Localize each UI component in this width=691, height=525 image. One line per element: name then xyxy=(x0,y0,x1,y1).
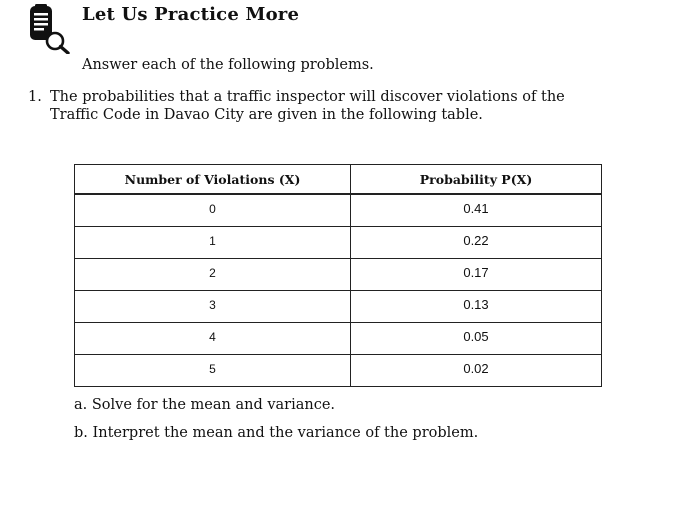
probability-cell: 0.13 xyxy=(351,291,602,323)
violations-cell: 3 xyxy=(75,291,351,323)
problem-1 xyxy=(28,88,668,124)
table-header-row xyxy=(75,165,602,195)
violations-cell: 0 xyxy=(75,194,351,227)
probability-table xyxy=(74,164,602,387)
question-a: a. Solve for the mean and variance. xyxy=(74,397,336,413)
problem-number: 1. xyxy=(28,89,42,105)
problem-text-line-2: Traffic Code in Davao City are given in the following table. xyxy=(50,107,483,123)
table-row xyxy=(75,259,602,291)
question-b: b. Interpret the mean and the variance of the problem. xyxy=(74,425,479,441)
table-row xyxy=(75,291,602,323)
probability-cell: 0.17 xyxy=(351,259,602,291)
violations-cell: 1 xyxy=(75,227,351,259)
table-row xyxy=(75,227,602,259)
header-violations: Number of Violations (X) xyxy=(75,165,351,195)
problem-text-line-1: The probabilities that a traffic inspector will discover violations of the xyxy=(50,89,565,105)
probability-cell: 0.05 xyxy=(351,323,602,355)
violations-cell: 5 xyxy=(75,355,351,387)
violations-cell: 4 xyxy=(75,323,351,355)
probability-cell: 0.02 xyxy=(351,355,602,387)
notebook-magnifier-icon xyxy=(28,4,72,54)
section-title: Let Us Practice More xyxy=(82,4,300,25)
violations-cell: 2 xyxy=(75,259,351,291)
probability-cell: 0.22 xyxy=(351,227,602,259)
probability-cell: 0.41 xyxy=(351,194,602,227)
instruction-text: Answer each of the following problems. xyxy=(82,57,374,73)
table-row xyxy=(75,355,602,387)
table-row xyxy=(75,323,602,355)
header-probability: Probability P(X) xyxy=(351,165,602,195)
table-row xyxy=(75,194,602,227)
